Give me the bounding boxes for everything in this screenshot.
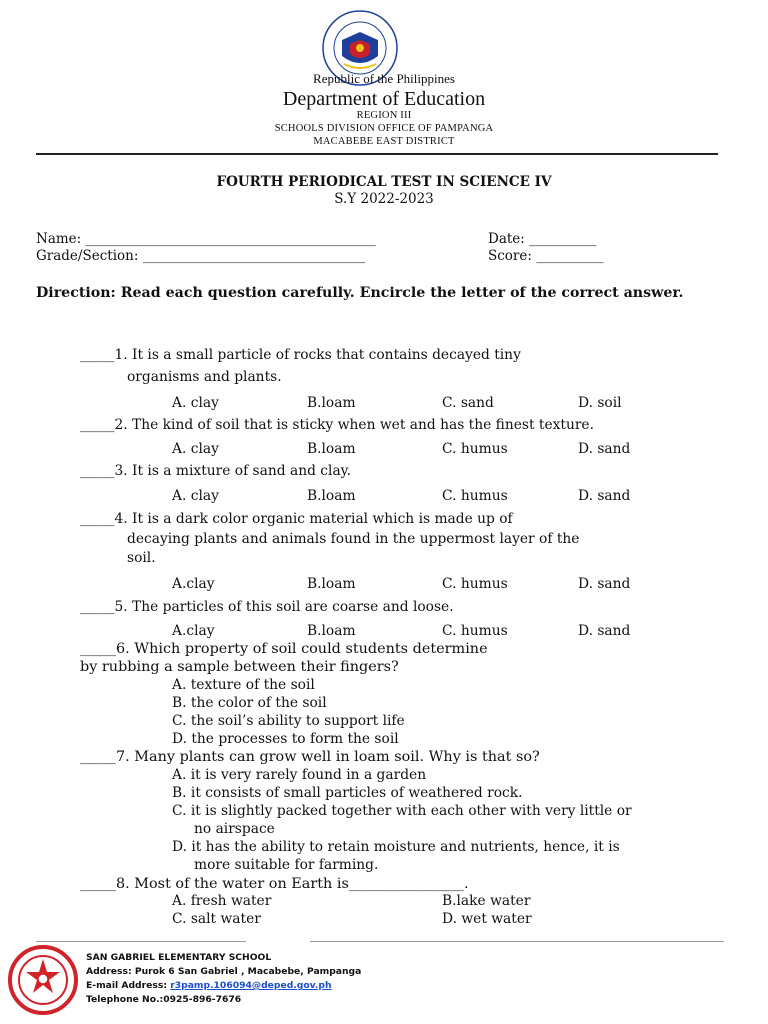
question-3: _____3. It is a mixture of sand and clay. [80, 463, 352, 479]
footer-email [86, 980, 332, 991]
q8-option-c: C. salt water [172, 911, 261, 927]
footer-email-label: E-mail Address: [86, 980, 171, 991]
q3-option-b: B.loam [307, 488, 356, 504]
question-4: _____4. It is a dark color organic material which is made up of [80, 511, 513, 527]
q6-option-a: A. texture of the soil [172, 677, 315, 693]
score-field: Score: __________ [488, 248, 604, 264]
question-6-cont: by rubbing a sample between their fingers? [80, 659, 399, 675]
q1-option-d: D. soil [578, 395, 622, 411]
q5-option-b: B.loam [307, 623, 356, 639]
q2-option-a: A. clay [172, 441, 219, 457]
q7-option-c: C. it is slightly packed together with each other with very little or [172, 803, 632, 819]
q5-option-c: C. humus [442, 623, 508, 639]
q7-option-d-cont: more suitable for farming. [194, 857, 379, 873]
q3-option-d: D. sand [578, 488, 631, 504]
q8-option-d: D. wet water [442, 911, 532, 927]
footer-divider-left [36, 941, 246, 942]
footer-telephone: Telephone No.:0925-896-7676 [86, 994, 242, 1005]
question-5: _____5. The particles of this soil are coarse and loose. [80, 599, 454, 615]
q2-option-b: B.loam [307, 441, 356, 457]
q8-option-a: A. fresh water [172, 893, 272, 909]
question-1: _____1. It is a small particle of rocks that contains decayed tiny [80, 347, 521, 363]
q7-option-c-cont: no airspace [194, 821, 275, 837]
q6-option-c: C. the soil’s ability to support life [172, 713, 405, 729]
header-divider [36, 153, 718, 155]
question-8: _____8. Most of the water on Earth is________________. [80, 876, 469, 892]
q6-option-d: D. the processes to form the soil [172, 731, 399, 747]
q4-option-d: D. sand [578, 576, 631, 592]
test-title: FOURTH PERIODICAL TEST IN SCIENCE IV [216, 174, 552, 190]
footer-email-link[interactable]: r3pamp.106094@deped.gov.ph [170, 980, 332, 991]
question-6: _____6. Which property of soil could students determine [80, 641, 488, 657]
direction-text: Direction: Read each question carefully. Encircle the letter of the correct answer. [36, 285, 684, 301]
footer-divider-right [310, 941, 724, 942]
question-7: _____7. Many plants can grow well in loam soil. Why is that so? [80, 749, 540, 765]
question-4-cont-2: soil. [127, 550, 156, 566]
question-2: _____2. The kind of soil that is sticky when wet and has the finest texture. [80, 417, 594, 433]
date-field: Date: __________ [488, 231, 597, 247]
q5-option-a: A.clay [172, 623, 215, 639]
q4-option-b: B.loam [307, 576, 356, 592]
department-name: Department of Education [282, 88, 486, 110]
district-line: MACABEBE EAST DISTRICT [313, 136, 455, 147]
q7-option-d: D. it has the ability to retain moisture and nutrients, hence, it is [172, 839, 620, 855]
q6-option-b: B. the color of the soil [172, 695, 327, 711]
q1-option-b: B.loam [307, 395, 356, 411]
q2-option-c: C. humus [442, 441, 508, 457]
q1-option-c: C. sand [442, 395, 494, 411]
grade-section-field: Grade/Section: _________________________________ [36, 248, 366, 264]
republic-line: Republic of the Philippines [313, 71, 455, 86]
q3-option-c: C. humus [442, 488, 508, 504]
q7-option-a: A. it is very rarely found in a garden [172, 767, 427, 783]
school-year: S.Y 2022-2023 [334, 191, 434, 207]
q4-option-c: C. humus [442, 576, 508, 592]
question-1-cont: organisms and plants. [127, 369, 282, 385]
footer-school-name: SAN GABRIEL ELEMENTARY SCHOOL [86, 952, 272, 963]
question-4-cont-1: decaying plants and animals found in the uppermost layer of the [127, 531, 580, 547]
q4-option-a: A.clay [172, 576, 215, 592]
name-field: Name: ___________________________________________ [36, 231, 376, 247]
q8-option-b: B.lake water [442, 893, 531, 909]
q1-option-a: A. clay [172, 395, 219, 411]
school-logo [8, 945, 78, 1015]
q2-option-d: D. sand [578, 441, 631, 457]
region-line: REGION III [356, 110, 412, 121]
division-line: SCHOOLS DIVISION OFFICE OF PAMPANGA [274, 123, 494, 134]
footer-address: Address: Purok 6 San Gabriel , Macabebe, Pampanga [86, 966, 362, 977]
q5-option-d: D. sand [578, 623, 631, 639]
q3-option-a: A. clay [172, 488, 219, 504]
q7-option-b: B. it consists of small particles of weathered rock. [172, 785, 523, 801]
